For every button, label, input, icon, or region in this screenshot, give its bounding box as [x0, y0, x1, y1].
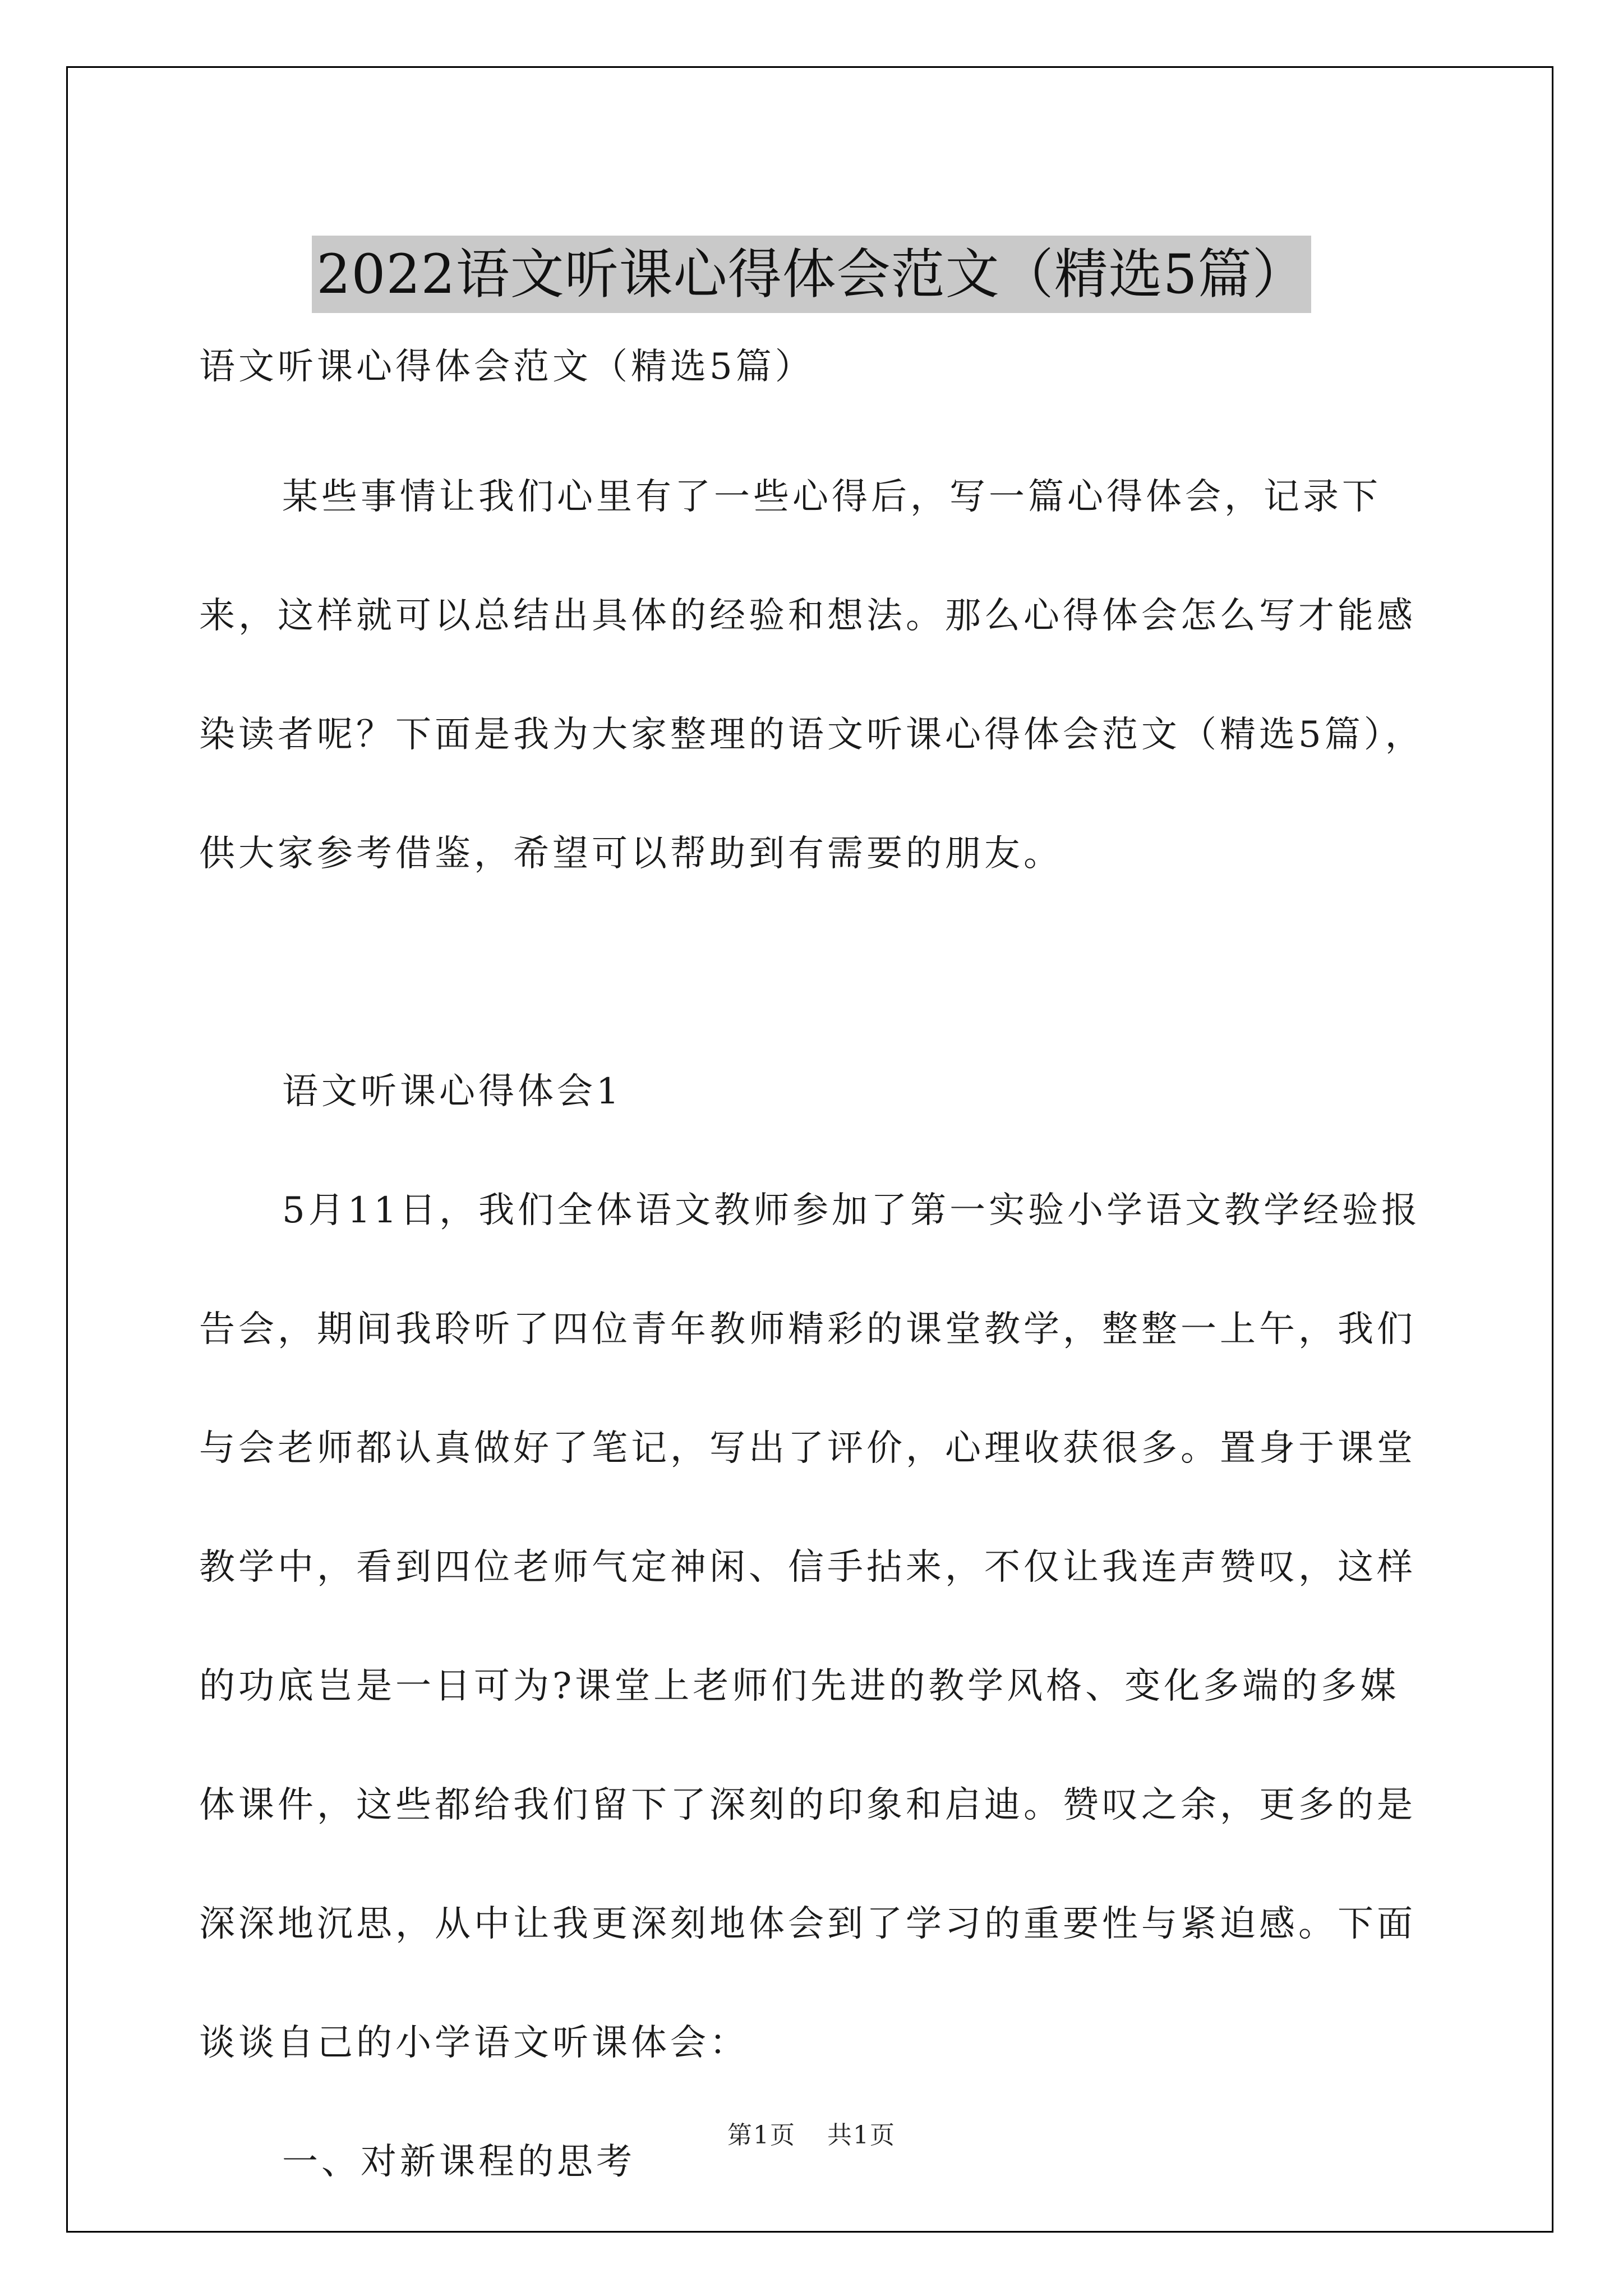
page-footer: [0, 2115, 1623, 2151]
page-number: 第1页: [727, 2121, 796, 2150]
subheading: 一、对新课程的思考: [282, 2141, 635, 2183]
page-total: 共1页: [827, 2121, 896, 2150]
intro-paragraph: 某些事情让我们心里有了一些心得后，写一篇心得体会，记录下来，这样就可以总结出具体的经验和想法。那么心得体会怎么写才能感染读者呢？下面是我为大家整理的语文听课心得体会范文（精选5篇），供大家参考借鉴，希望可以帮助到有需要的朋友。: [199, 476, 1424, 875]
body-paragraph: 5月11日，我们全体语文教师参加了第一实验小学语文教学经验报告会，期间我聆听了四位青年教师精彩的课堂教学，整整一上午，我们与会老师都认真做好了笔记，写出了评价，心理收获很多。置身于课堂教学中，看到四位老师气定神闲、信手拈来，不仅让我连声赞叹，这样的功底岂是一日可为?课堂上老师们先进的教学风格、变化多端的多媒体课件，这些都给我们留下了深刻的印象和启迪。赞叹之余，更多的是深深地沉思，从中让我更深刻地体会到了学习的重要性与紧迫感。下面谈谈自己的小学语文听课体会：: [199, 1190, 1421, 2064]
section-heading: 语文听课心得体会1: [282, 1071, 623, 1112]
section-spacer: [199, 913, 1433, 1032]
document-body: [199, 307, 1433, 2221]
document-subtitle: 语文听课心得体会范文（精选5篇）: [199, 346, 814, 388]
document-title: 2022语文听课心得体会范文（精选5篇）: [312, 236, 1311, 313]
